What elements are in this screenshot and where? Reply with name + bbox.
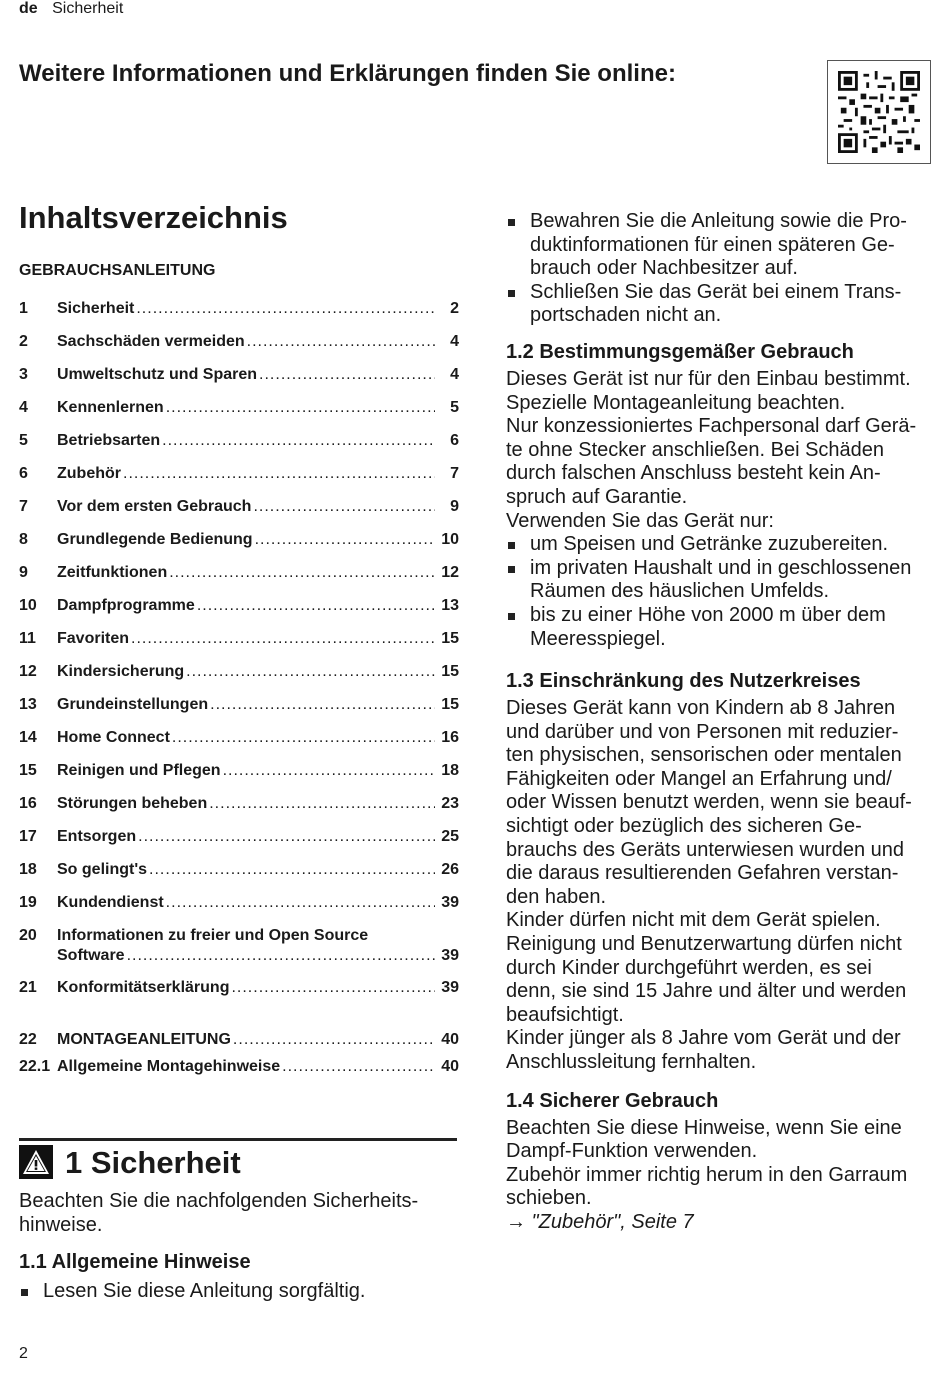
- toc-label: Reinigen und Pflegen: [57, 762, 221, 779]
- toc-page: 6: [450, 432, 459, 449]
- page-number: 2: [19, 1345, 28, 1362]
- toc-page: 4: [450, 366, 459, 383]
- toc-label: Zubehör: [57, 465, 121, 482]
- paragraph: [506, 1117, 946, 1235]
- toc-page: 13: [441, 597, 459, 614]
- toc-label: Kundendienst: [57, 894, 164, 911]
- text-line: Verwenden Sie das Gerät nur:: [506, 509, 774, 532]
- toc-number: 5: [19, 432, 28, 449]
- text-line: Meeresspiegel.: [530, 627, 666, 650]
- text-line: sichtigt oder bezüglich des sicheren Ge-: [506, 815, 862, 838]
- toc-label-line1: Informationen zu freier und Open Source: [57, 927, 369, 944]
- text-line: den haben.: [506, 885, 607, 908]
- text-line: bis zu einer Höhe von 2000 m über dem: [530, 603, 886, 626]
- text-line: Dieses Gerät ist nur für den Einbau bestimmt.: [506, 367, 911, 390]
- text-line: Beachten Sie diese Hinweise, wenn Sie eine: [506, 1116, 902, 1139]
- online-info-headline: Weitere Informationen und Erklärungen finden Sie online:: [19, 60, 676, 87]
- toc-number: 10: [19, 597, 37, 614]
- toc-page: 15: [441, 630, 459, 647]
- intro-line: hinweise.: [19, 1213, 103, 1236]
- toc-label: Dampfprogramme: [57, 597, 195, 614]
- text-line: duktinformationen für einen späteren Ge-: [530, 233, 895, 256]
- toc-label: Umweltschutz und Sparen: [57, 366, 258, 383]
- text-line: durch falschen Anschluss besteht kein An-: [506, 462, 881, 485]
- text-line: im privaten Haushalt und in geschlossenen: [530, 556, 912, 579]
- toc-page: 16: [441, 729, 459, 746]
- toc-label: MONTAGEANLEITUNG: [57, 1031, 231, 1048]
- language-code: de: [19, 0, 38, 17]
- text-line: te ohne Stecker anschließen. Bei Schäden: [506, 438, 885, 461]
- text-line: schieben.: [506, 1187, 592, 1210]
- text-line: Schließen Sie das Gerät bei einem Trans-: [530, 280, 902, 303]
- toc-number: 21: [19, 979, 37, 996]
- toc-page: 40: [441, 1058, 459, 1075]
- header-section: Sicherheit: [52, 0, 124, 17]
- subsection-title: 1.4 Sicherer Gebrauch: [506, 1089, 719, 1112]
- text-line: brauchs des Geräts unterwiesen wurden und: [506, 838, 905, 861]
- toc-number: 20: [19, 927, 37, 944]
- toc-label: Entsorgen: [57, 828, 137, 845]
- section-heading: [19, 1138, 457, 1180]
- text-line: durch Kinder durchgeführt werden, es sei: [506, 956, 872, 979]
- text-line: Kinder dürfen nicht mit dem Gerät spielen.: [506, 909, 881, 932]
- toc-title: Inhaltsverzeichnis: [19, 200, 288, 235]
- text-line: Fähigkeiten oder Mangel an Erfahrung und/: [506, 767, 892, 790]
- toc-label: Software: [57, 947, 125, 964]
- text-line: Dieses Gerät kann von Kindern ab 8 Jahren: [506, 697, 896, 720]
- toc-number: 14: [19, 729, 37, 746]
- bullet-item: [506, 210, 946, 281]
- toc-label: Betriebsarten: [57, 432, 161, 449]
- text-line: Nur konzessioniertes Fachpersonal darf Gerä-: [506, 415, 917, 438]
- toc-label: Kennenlernen: [57, 399, 164, 416]
- text-line: Dampf-Funktion verwenden.: [506, 1140, 758, 1163]
- toc-page: 23: [441, 795, 459, 812]
- bullet-item: [506, 281, 946, 328]
- text-line: portschaden nicht an.: [530, 304, 722, 327]
- text-line: Reinigung und Benutzerwartung dürfen nicht: [506, 933, 902, 956]
- toc-page: 7: [450, 465, 459, 482]
- text-line: um Speisen und Getränke zuzubereiten.: [530, 533, 888, 556]
- toc-number: 13: [19, 696, 37, 713]
- toc-number: 22: [19, 1031, 37, 1048]
- toc-page: 4: [450, 333, 459, 350]
- subsection-title: 1.3 Einschränkung des Nutzerkreises: [506, 670, 861, 693]
- text-line: und darüber und von Personen mit reduzier-: [506, 720, 899, 743]
- toc-number: 4: [19, 399, 28, 416]
- toc-number: 8: [19, 531, 28, 548]
- toc-number: 11: [19, 630, 36, 647]
- toc-number: 22.1: [19, 1058, 51, 1075]
- toc-label: So gelingt's: [57, 861, 148, 878]
- toc-page: 2: [450, 300, 459, 317]
- toc-label: Grundlegende Bedienung: [57, 531, 253, 548]
- toc-label: Zeitfunktionen: [57, 564, 168, 581]
- right-column: [506, 210, 946, 1235]
- section-1-body: [19, 1190, 459, 1304]
- toc-page: 15: [441, 663, 459, 680]
- bullet-item: [506, 557, 946, 604]
- toc-page: 12: [441, 564, 459, 581]
- text-line: oder Wissen benutzt werden, wenn sie beauf-: [506, 791, 912, 814]
- toc-number: 9: [19, 564, 28, 581]
- bullet-item: [506, 604, 946, 651]
- warning-icon: [19, 1145, 53, 1179]
- text-line: die daraus resultierenden Gefahren verstan-: [506, 862, 899, 885]
- toc-number: 3: [19, 366, 28, 383]
- text-line: spruch auf Garantie.: [506, 485, 688, 508]
- toc-number: 18: [19, 861, 37, 878]
- toc-number: 15: [19, 762, 37, 779]
- page-header: [19, 0, 123, 18]
- toc-number: 2: [19, 333, 28, 350]
- toc-label: Sachschäden vermeiden: [57, 333, 245, 350]
- intro-line: Beachten Sie die nachfolgenden Sicherheits-: [19, 1190, 419, 1212]
- toc-page: 26: [441, 861, 459, 878]
- subsection-title: 1.2 Bestimmungsgemäßer Gebrauch: [506, 340, 854, 363]
- toc-page: 10: [441, 531, 459, 548]
- toc-page: 15: [441, 696, 459, 713]
- paragraph: [506, 368, 946, 533]
- subsection-title: 1.1 Allgemeine Hinweise: [19, 1251, 251, 1274]
- toc-page: 25: [441, 828, 459, 845]
- toc-page: 39: [441, 947, 459, 964]
- toc-page: 39: [441, 979, 459, 996]
- bullet-item: Lesen Sie diese Anleitung sorgfältig.: [19, 1280, 459, 1304]
- toc-label: Kindersicherung: [57, 663, 185, 680]
- text-line: Spezielle Montageanleitung beachten.: [506, 391, 846, 414]
- text-line: Räumen des häuslichen Umfelds.: [530, 580, 830, 603]
- toc-label: Konformitätserklärung: [57, 979, 230, 996]
- toc-page: 5: [450, 399, 459, 416]
- toc-label: Vor dem ersten Gebrauch: [57, 498, 252, 515]
- toc-subtitle: GEBRAUCHSANLEITUNG: [19, 262, 216, 279]
- bullet-item: [506, 533, 946, 557]
- toc-number: 19: [19, 894, 37, 911]
- toc-label: Favoriten: [57, 630, 130, 647]
- text-line: ten physischen, sensorischen oder mentalen: [506, 744, 902, 767]
- cross-reference-link[interactable]: → "Zubehör", Seite 7: [506, 1210, 694, 1233]
- toc-label: Grundeinstellungen: [57, 696, 209, 713]
- qr-code-icon: [838, 71, 920, 153]
- text-line: beaufsichtigt.: [506, 1003, 624, 1026]
- text-line: brauch oder Nachbesitzer auf.: [530, 257, 798, 280]
- text-line: denn, sie sind 15 Jahre und älter und werden: [506, 980, 907, 1003]
- toc-label: Home Connect: [57, 729, 170, 746]
- toc-number: 16: [19, 795, 37, 812]
- paragraph: [506, 697, 946, 1075]
- toc-page: 18: [441, 762, 459, 779]
- toc-label: Sicherheit: [57, 300, 135, 317]
- section-title: 1 Sicherheit: [65, 1145, 241, 1180]
- toc-number: 17: [19, 828, 37, 845]
- qr-code[interactable]: [827, 60, 931, 164]
- text-line: Zubehör immer richtig herum in den Garraum: [506, 1163, 908, 1186]
- text-line: Anschlussleitung fernhalten.: [506, 1051, 757, 1073]
- toc-page: 39: [441, 894, 459, 911]
- toc-page: 40: [441, 1031, 459, 1048]
- toc-number: 6: [19, 465, 28, 482]
- toc-label: Störungen beheben: [57, 795, 208, 812]
- toc-number: 7: [19, 498, 28, 515]
- toc-number: 1: [19, 300, 28, 317]
- text-line: Bewahren Sie die Anleitung sowie die Pro-: [530, 210, 907, 232]
- toc-number: 12: [19, 663, 37, 680]
- toc-page: 9: [450, 498, 459, 515]
- toc-label: Allgemeine Montagehinweise: [57, 1058, 281, 1075]
- text-line: Kinder jünger als 8 Jahre vom Gerät und der: [506, 1027, 901, 1050]
